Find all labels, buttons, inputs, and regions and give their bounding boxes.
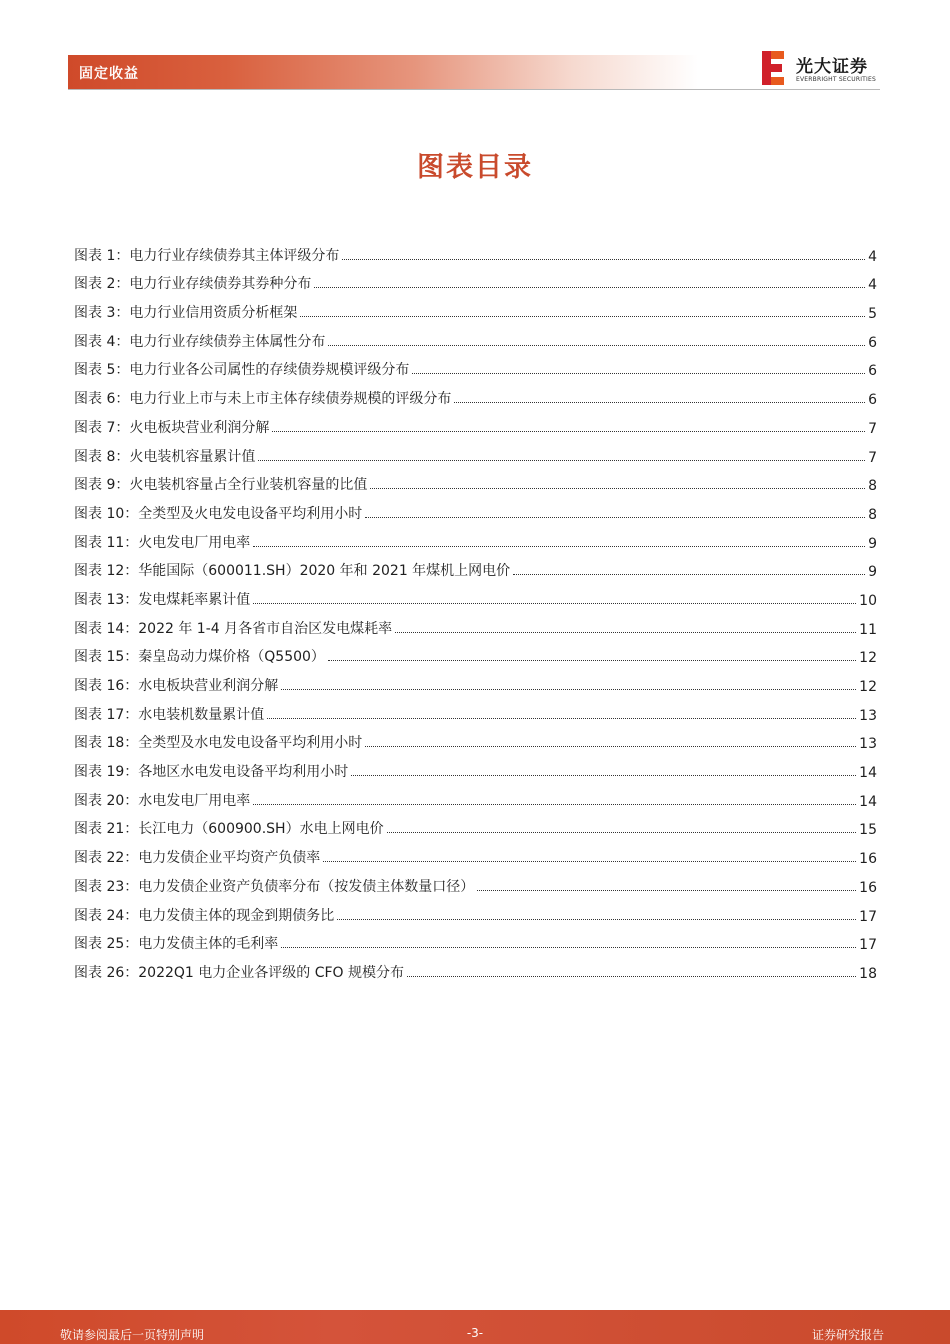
toc-entry[interactable]: [74, 437, 877, 466]
dot-leader: [395, 632, 856, 633]
section-label: 固定收益: [79, 66, 139, 82]
toc-entry[interactable]: [74, 638, 877, 667]
toc-entry-label: 图表 3：电力行业信用资质分析框架: [74, 305, 298, 322]
toc-entry-label: 图表 21：长江电力（600900.SH）水电上网电价: [74, 821, 384, 838]
toc-entry-label: 图表 24：电力发债主体的现金到期债务比: [74, 907, 335, 924]
toc-entry-page: 9: [868, 535, 877, 552]
toc-entry[interactable]: [74, 666, 877, 695]
toc-entry[interactable]: [74, 580, 877, 609]
dot-leader: [370, 488, 865, 489]
toc-entry[interactable]: [74, 322, 877, 351]
toc-entry-label: 图表 18：全类型及水电发电设备平均利用小时: [74, 735, 363, 752]
dot-leader: [328, 345, 865, 346]
dot-leader: [314, 287, 865, 288]
toc-entry-page: 9: [868, 564, 877, 581]
toc-entry-label: 图表 8：火电装机容量累计值: [74, 448, 256, 465]
toc-entry[interactable]: [74, 265, 877, 294]
toc-entry-label: 图表 11：火电发电厂用电率: [74, 534, 251, 551]
header-banner: [68, 55, 698, 89]
dot-leader: [328, 660, 856, 661]
dot-leader: [365, 517, 865, 518]
toc-entry[interactable]: [74, 494, 877, 523]
toc-entry-page: 10: [859, 592, 877, 609]
dot-leader: [253, 603, 856, 604]
toc-entry-label: 图表 20：水电发电厂用电率: [74, 792, 251, 809]
toc-entry[interactable]: [74, 523, 877, 552]
toc-entry-page: 18: [859, 965, 877, 982]
toc-entry-label: 图表 9：火电装机容量占全行业装机容量的比值: [74, 477, 368, 494]
toc-entry-label: 图表 22：电力发债企业平均资产负债率: [74, 850, 321, 867]
toc-entry[interactable]: [74, 293, 877, 322]
dot-leader: [454, 402, 865, 403]
toc-entry[interactable]: [74, 810, 877, 839]
toc-entry-label: 图表 2：电力行业存续债券其券种分布: [74, 276, 312, 293]
toc-entry-label: 图表 19：各地区水电发电设备平均利用小时: [74, 764, 349, 781]
dot-leader: [253, 546, 865, 547]
toc-entry-label: 图表 23：电力发债企业资产负债率分布（按发债主体数量口径）: [74, 878, 475, 895]
toc-entry[interactable]: [74, 867, 877, 896]
toc-entry-page: 12: [859, 650, 877, 667]
toc-entry[interactable]: [74, 236, 877, 265]
logo-name-en: EVERBRIGHT SECURITIES: [796, 76, 876, 83]
logo-name-cn: 光大证券: [796, 57, 868, 77]
toc-entry-page: 14: [859, 765, 877, 782]
toc-entry-label: 图表 26：2022Q1 电力企业各评级的 CFO 规模分布: [74, 964, 405, 981]
toc-entry[interactable]: [74, 724, 877, 753]
toc-entry[interactable]: [74, 609, 877, 638]
dot-leader: [300, 316, 865, 317]
toc-entry-page: 4: [868, 277, 877, 294]
toc-entry[interactable]: [74, 925, 877, 954]
toc-entry-page: 16: [859, 879, 877, 896]
dot-leader: [342, 259, 865, 260]
toc-entry[interactable]: [74, 351, 877, 380]
dot-leader: [351, 775, 856, 776]
toc-entry-page: 7: [868, 420, 877, 437]
toc-entry-page: 4: [868, 248, 877, 265]
toc-entry-page: 13: [859, 707, 877, 724]
toc-entry-label: 图表 17：水电装机数量累计值: [74, 706, 265, 723]
toc-entry[interactable]: [74, 781, 877, 810]
toc-entry-label: 图表 1：电力行业存续债券其主体评级分布: [74, 247, 340, 264]
toc-entry-page: 17: [859, 908, 877, 925]
toc-entry-page: 7: [868, 449, 877, 466]
dot-leader: [258, 460, 865, 461]
page-title: 图表目录: [417, 152, 533, 183]
toc-entry[interactable]: [74, 896, 877, 925]
footer-report-type: 证券研究报告: [811, 1328, 884, 1342]
toc-entry-label: 图表 13：发电煤耗率累计值: [74, 591, 251, 608]
toc-entry-page: 6: [868, 363, 877, 380]
toc-entry[interactable]: [74, 953, 877, 982]
toc-entry-page: 12: [859, 679, 877, 695]
toc-entry[interactable]: [74, 695, 877, 724]
dot-leader: [387, 832, 857, 833]
dot-leader: [407, 976, 856, 977]
brand-logo: [760, 50, 880, 88]
toc-entry-page: 15: [859, 822, 877, 839]
toc-entry-page: 16: [859, 851, 877, 868]
toc-entry-page: 11: [859, 621, 877, 638]
toc-entry[interactable]: [74, 408, 877, 437]
toc-entry[interactable]: [74, 552, 877, 581]
dot-leader: [323, 861, 856, 862]
toc-entry-page: 17: [859, 937, 877, 954]
dot-leader: [412, 373, 865, 374]
toc-entry-label: 图表 6：电力行业上市与未上市主体存续债券规模的评级分布: [74, 391, 452, 408]
toc-entry-page: 13: [859, 736, 877, 753]
dot-leader: [253, 804, 856, 805]
toc-entry[interactable]: [74, 379, 877, 408]
toc-entry-label: 图表 7：火电板块营业利润分解: [74, 419, 270, 436]
figure-list: [74, 236, 877, 982]
toc-entry[interactable]: [74, 752, 877, 781]
toc-entry-page: 6: [868, 392, 877, 409]
toc-entry-label: 图表 12：华能国际（600011.SH）2020 年和 2021 年煤机上网电价: [74, 563, 511, 580]
toc-entry-label: 图表 10：全类型及火电发电设备平均利用小时: [74, 505, 363, 522]
toc-entry-label: 图表 16：水电板块营业利润分解: [74, 678, 279, 694]
dot-leader: [477, 890, 856, 891]
toc-entry[interactable]: [74, 838, 877, 867]
toc-entry-page: 5: [868, 306, 877, 323]
toc-entry-label: 图表 15：秦皇岛动力煤价格（Q5500）: [74, 649, 325, 666]
toc-entry-page: 8: [868, 478, 877, 495]
toc-entry-page: 6: [868, 334, 877, 351]
everbright-logo-icon: [760, 50, 786, 86]
toc-entry-label: 图表 5：电力行业各公司属性的存续债券规模评级分布: [74, 362, 410, 379]
dot-leader: [337, 919, 856, 920]
dot-leader: [281, 947, 856, 948]
dot-leader: [267, 718, 856, 719]
footer-disclaimer-note: 敬请参阅最后一页特别声明: [60, 1328, 205, 1342]
dot-leader: [272, 431, 865, 432]
dot-leader: [513, 574, 865, 575]
toc-entry-label: 图表 4：电力行业存续债券主体属性分布: [74, 333, 326, 350]
toc-entry-label: 图表 14：2022 年 1-4 月各省市自治区发电煤耗率: [74, 620, 393, 637]
toc-entry-label: 图表 25：电力发债主体的毛利率: [74, 936, 279, 953]
toc-entry-page: 8: [868, 506, 877, 523]
header-divider: [68, 89, 880, 90]
page-number: -3-: [466, 1326, 484, 1340]
toc-entry[interactable]: [74, 466, 877, 495]
dot-leader: [281, 689, 856, 690]
toc-entry-page: 14: [859, 793, 877, 810]
dot-leader: [365, 746, 856, 747]
